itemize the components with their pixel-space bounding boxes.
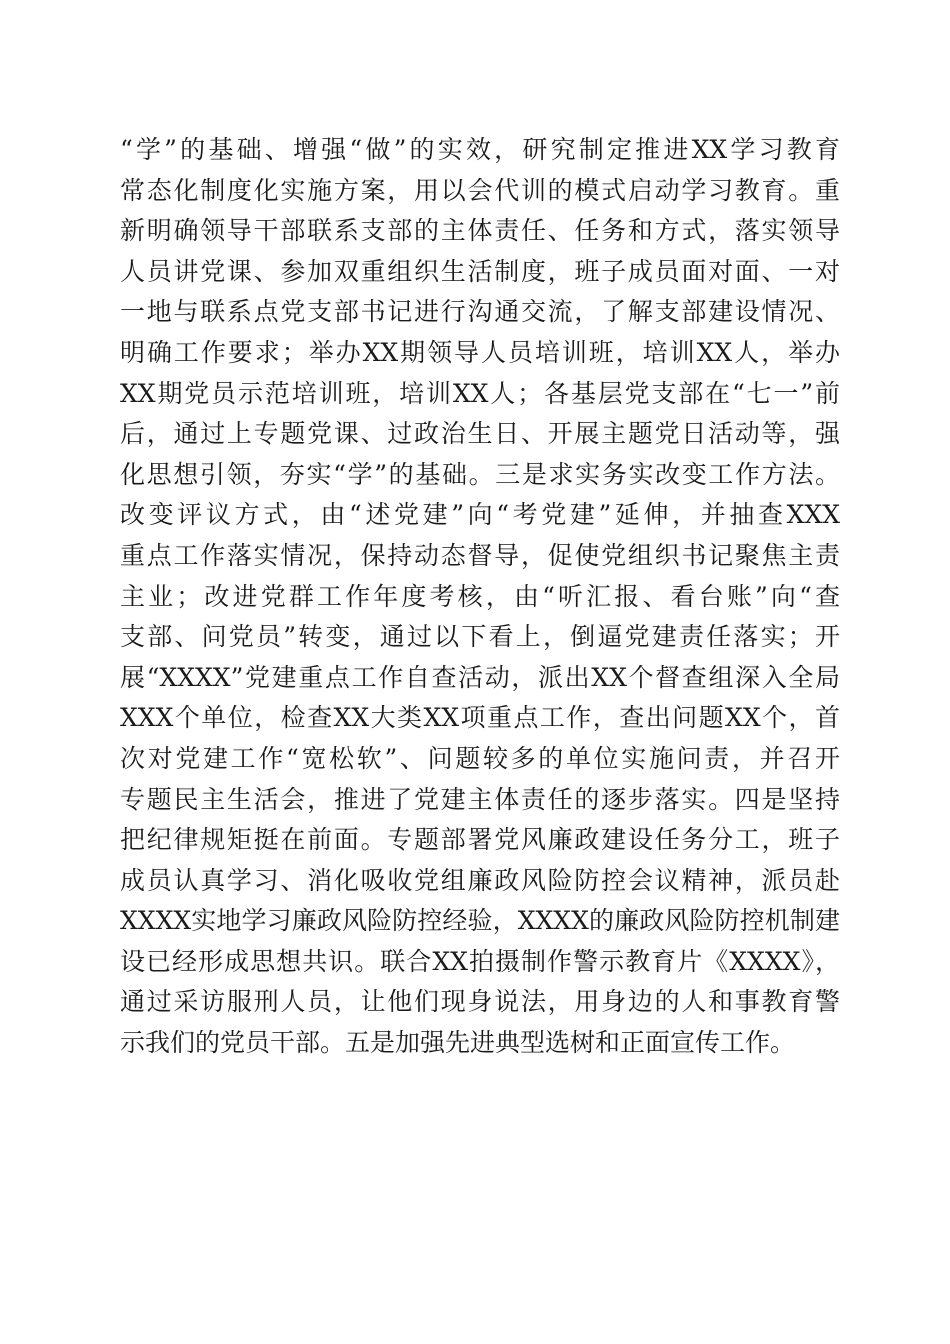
text-line-11: 重点工作落实情况，保持动态督导，促使党组织书记聚焦主责	[120, 540, 840, 570]
text-line-17: 专题民主生活会，推进了党建主体责任的逐步落实。四是坚持	[120, 784, 840, 814]
text-line-18: 把纪律规矩挺在前面。专题部署党风廉政建设任务分工，班子	[120, 825, 840, 855]
text-line-4: 人员讲党课、参加双重组织生活制度，班子成员面对面、一对	[120, 256, 840, 286]
text-line-3: 新明确领导干部联系支部的主体责任、任务和方式，落实领导	[120, 216, 840, 246]
text-line-19: 成员认真学习、消化吸收党组廉政风险防控会议精神，派员赴	[120, 865, 840, 895]
text-line-5: 一地与联系点党支部书记进行沟通交流，了解支部建设情况、	[120, 297, 840, 327]
text-line-1: “学”的基础、增强“做”的实效，研究制定推进XX学习教育	[120, 135, 840, 164]
body-paragraph	[120, 130, 840, 1064]
text-line-12: 主业；改进党群工作年度考核，由“听汇报、看台账”向“查	[120, 581, 840, 611]
text-line-23: 示我们的党员干部。五是加强先进典型选树和正面宣传工作。	[120, 1028, 796, 1058]
text-line-14: 展“XXXX”党建重点工作自查活动，派出XX个督查组深入全局	[120, 662, 840, 692]
text-line-16: 次对党建工作“宽松软”、问题较多的单位实施问责，并召开	[120, 743, 840, 773]
text-line-22: 通过采访服刑人员，让他们现身说法，用身边的人和事教育警	[120, 987, 840, 1017]
text-line-8: 后，通过上专题党课、过政治生日、开展主题党日活动等，强	[120, 419, 840, 449]
text-line-15: XXX个单位，检查XX大类XX项重点工作，查出问题XX个，首	[120, 703, 840, 733]
text-line-13: 支部、问党员”转变，通过以下看上，倒逼党建责任落实；开	[120, 622, 840, 652]
text-line-6: 明确工作要求；举办XX期领导人员培训班，培训XX人，举办	[120, 337, 840, 367]
text-line-2: 常态化制度化实施方案，用以会代训的模式启动学习教育。重	[120, 175, 840, 205]
text-line-10: 改变评议方式，由“述党建”向“考党建”延伸，并抽查XXX	[120, 500, 840, 530]
text-line-20: XXXX实地学习廉政风险防控经验，XXXX的廉政风险防控机制建	[120, 906, 840, 936]
text-line-21: 设已经形成思想共识。联合XX拍摄制作警示教育片《XXXX》，	[120, 946, 840, 976]
text-line-7: XX期党员示范培训班，培训XX人；各基层党支部在“七一”前	[120, 378, 840, 408]
text-line-9: 化思想引领，夯实“学”的基础。三是求实务实改变工作方法。	[120, 459, 840, 489]
